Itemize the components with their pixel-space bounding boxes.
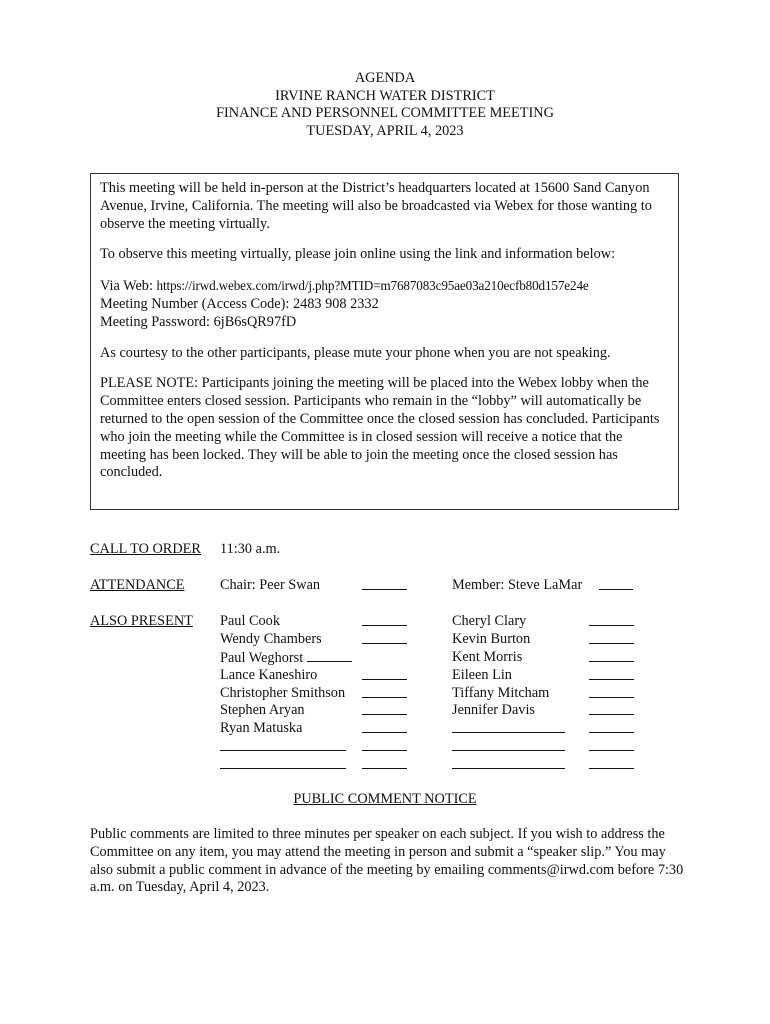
attendance-label: ATTENDANCE <box>90 577 185 593</box>
attendee-name: Kent Morris <box>452 648 523 665</box>
attendee-blank <box>589 667 634 680</box>
attendee-name: Lance Kaneshiro <box>220 666 318 683</box>
attendee-name: Paul Weghorst <box>220 649 352 667</box>
member-blank <box>599 577 633 590</box>
also-present-right-column <box>452 613 565 774</box>
attendance-chair: Chair: Peer Swan <box>220 577 321 593</box>
public-comment-title: PUBLIC COMMENT NOTICE <box>293 791 477 807</box>
extra-name-blank <box>452 756 565 769</box>
meeting-password: Meeting Password: 6jB6sQR97fD <box>100 313 297 330</box>
public-comment-body: Public comments are limited to three minutes per speaker on each subject. If you wish to address the Committee on any item, you may attend the meeting in person and submit a “speaker slip.” You may also submit a public comment in advance of the meeting by emailing comments@irwd.com before 7:30 a.m. on Tuesday, April 4, 2023. <box>90 826 684 896</box>
call-to-order-row <box>90 541 201 559</box>
meeting-info-box <box>90 173 679 510</box>
attendee-blank <box>362 702 407 715</box>
attendee-name: Cheryl Clary <box>452 613 527 629</box>
attendee-name: Wendy Chambers <box>220 630 322 647</box>
extra-name-blank <box>452 738 565 751</box>
attendee-blank <box>589 613 634 626</box>
observe-paragraph: To observe this meeting virtually, please join online using the link and information below: <box>100 246 616 263</box>
extra-name-blank <box>452 720 565 733</box>
web-label: Via Web: <box>100 278 157 295</box>
also-present-left-blanks <box>362 613 407 774</box>
chair-blank <box>362 577 407 590</box>
extra-name-blank <box>220 756 346 769</box>
attendee-name: Eileen Lin <box>452 666 512 683</box>
attendee-blank <box>307 649 352 662</box>
attendee-name: Ryan Matuska <box>220 720 303 737</box>
also-present-right-blanks <box>589 613 634 774</box>
attendee-name: Tiffany Mitcham <box>452 684 550 701</box>
attendee-blank <box>362 613 407 626</box>
attendee-blank <box>362 720 407 733</box>
call-to-order-label: CALL TO ORDER <box>90 541 201 557</box>
attendee-blank <box>362 738 407 751</box>
header-date: TUESDAY, APRIL 4, 2023 <box>306 122 464 139</box>
web-line <box>100 277 670 296</box>
attendee-blank <box>589 685 634 698</box>
attendee-blank <box>589 702 634 715</box>
attendee-blank <box>589 720 634 733</box>
call-to-order-time: 11:30 a.m. <box>220 541 281 557</box>
webex-link[interactable]: https://irwd.webex.com/irwd/j.php?MTID=m7687083c95ae03a210ecfb80d157e24e <box>156 278 589 294</box>
also-present-label: ALSO PRESENT <box>90 613 193 629</box>
extra-name-blank <box>220 738 346 751</box>
attendee-name: Jennifer Davis <box>452 702 535 719</box>
attendee-name: Kevin Burton <box>452 630 531 647</box>
courtesy-paragraph: As courtesy to the other participants, please mute your phone when you are not speaking. <box>100 344 611 361</box>
attendee-name: Paul Cook <box>220 613 280 629</box>
attendee-blank <box>362 685 407 698</box>
attendance-member: Member: Steve LaMar <box>452 577 583 593</box>
attendee-blank <box>589 756 634 769</box>
attendee-blank <box>589 649 634 662</box>
attendee-blank <box>589 631 634 644</box>
also-present-left-column <box>220 613 352 774</box>
please-note-paragraph: PLEASE NOTE: Participants joining the meeting will be placed into the Webex lobby when the Committee enters closed session. Participants who remain in the “lobby” will automatically be returned to the open session of the Committee once the closed session has concluded. Participants who join the meeting while the Committee is in closed session will receive a notice that the meeting has been locked. They will be able to join the meeting once the closed session has concluded. <box>100 375 660 481</box>
attendee-blank <box>589 738 634 751</box>
agenda-header <box>0 70 770 140</box>
intro-paragraph: This meeting will be held in-person at the District’s headquarters located at 15600 Sand Canyon Avenue, Irvine, California. The meeting will also be broadcasted via Webex for those wanting to observe the meeting virtually. <box>100 180 652 232</box>
header-district: IRVINE RANCH WATER DISTRICT <box>275 87 495 104</box>
attendee-blank <box>362 756 407 769</box>
header-committee: FINANCE AND PERSONNEL COMMITTEE MEETING <box>216 105 554 121</box>
attendee-name: Stephen Aryan <box>220 702 305 719</box>
header-agenda: AGENDA <box>354 70 416 86</box>
attendee-name: Christopher Smithson <box>220 684 346 701</box>
attendee-blank <box>362 631 407 644</box>
attendee-blank <box>362 667 407 680</box>
meeting-number: Meeting Number (Access Code): 2483 908 2332 <box>100 295 379 312</box>
